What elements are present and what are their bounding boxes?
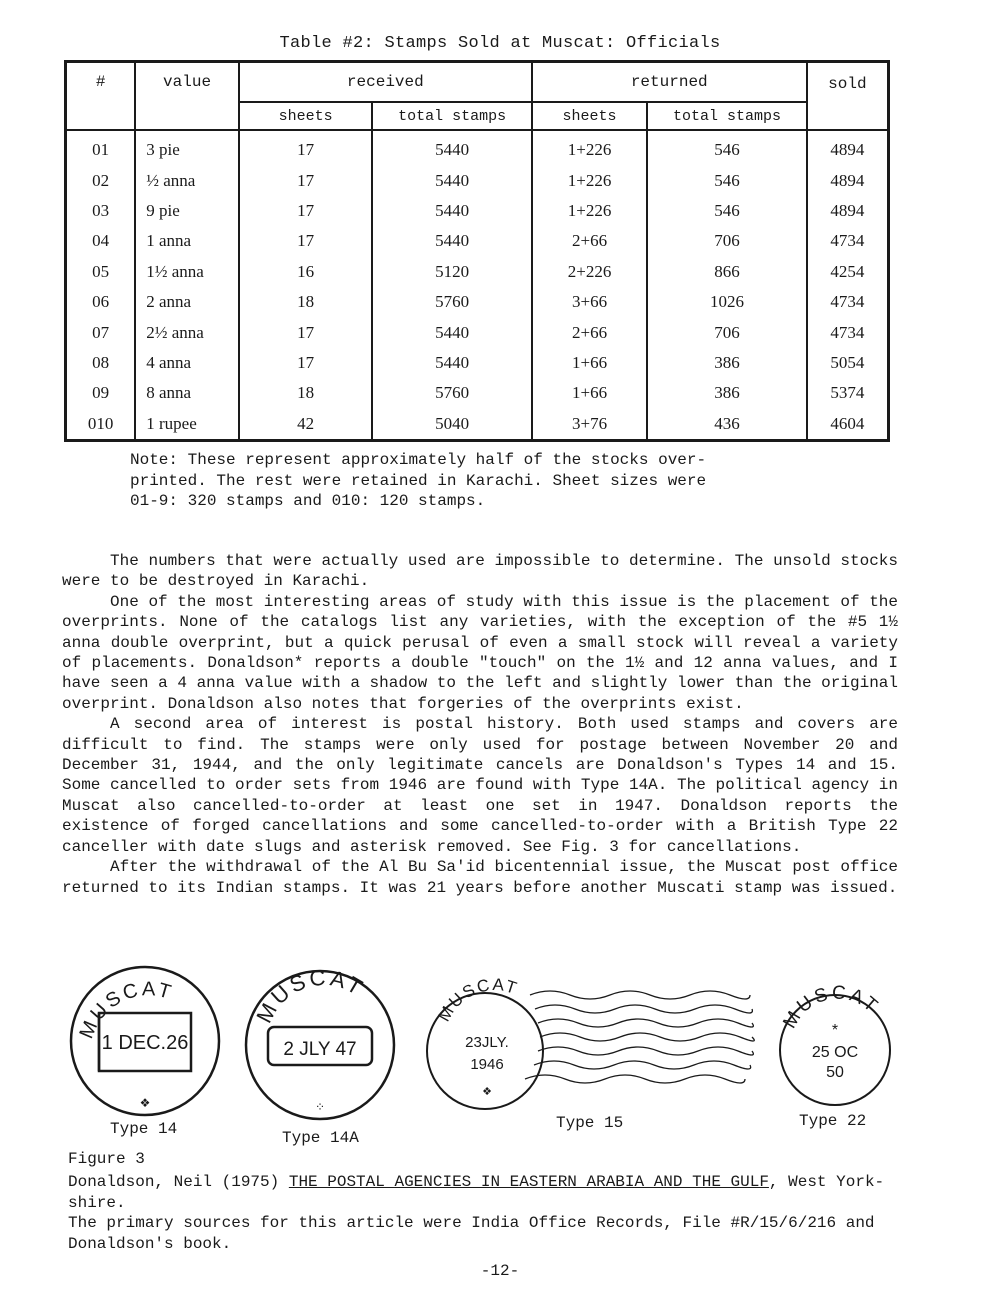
paragraph: A second area of interest is postal history. Both used stamps and covers are difficult to find. The stamps were only used for postage between November 20 and December 31, 1944, and the only legitimate cancels are Donaldson's Types 14 and 15. Some cancelled to order sets from 1946 are found with Type 14A. The political agency in Muscat also cancelled-to-order at least one set in 1947. Donaldson reports the existence of forged cancellations and some cancelled-to-order with a British Type 22 canceller with date slugs and asterisk removed. See Fig. 3 for cancellations. [62, 715, 898, 856]
header-num: # [66, 62, 136, 131]
cell-received-sheets: 18 [239, 287, 373, 317]
header-received: received [239, 62, 532, 103]
cell-returned-sheets: 1+66 [532, 348, 648, 378]
table-row [66, 409, 889, 441]
reference-author: Donaldson, Neil (1975) [68, 1173, 280, 1191]
cell-received-sheets: 42 [239, 409, 373, 441]
table-row [66, 165, 889, 195]
caption-type-14a: Type 14A [282, 1129, 359, 1147]
cell-number: 01 [66, 130, 136, 165]
table-row [66, 130, 889, 165]
cell-value: ½ anna [135, 165, 239, 195]
note-line: 01-9: 320 stamps and 010: 120 stamps. [130, 492, 486, 510]
cell-received-sheets: 17 [239, 226, 373, 256]
cell-sold: 4254 [807, 257, 889, 287]
cell-received-sheets: 18 [239, 378, 373, 408]
table-body [66, 130, 889, 440]
cell-received-total: 5440 [372, 130, 531, 165]
references [68, 1172, 900, 1254]
cell-received-sheets: 16 [239, 257, 373, 287]
cell-received-total: 5440 [372, 165, 531, 195]
cell-returned-sheets: 3+66 [532, 287, 648, 317]
caption-type-14: Type 14 [110, 1120, 178, 1138]
cell-returned-sheets: 1+226 [532, 165, 648, 195]
note-line: Note: These represent approximately half of the stocks over- [130, 451, 707, 469]
cell-value: 2½ anna [135, 317, 239, 347]
cell-received-total: 5440 [372, 196, 531, 226]
table-row [66, 196, 889, 226]
cancel-14-date: 1 DEC.26 [101, 1032, 189, 1054]
cell-returned-total: 436 [647, 409, 806, 441]
cancel-type-22 [779, 982, 890, 1105]
cell-returned-total: 706 [647, 317, 806, 347]
cell-returned-total: 546 [647, 165, 806, 195]
cell-sold: 4604 [807, 409, 889, 441]
cell-number: 010 [66, 409, 136, 441]
cell-number: 03 [66, 196, 136, 226]
table-row [66, 226, 889, 256]
cell-sold: 4894 [807, 165, 889, 195]
cell-received-total: 5040 [372, 409, 531, 441]
cell-number: 07 [66, 317, 136, 347]
cell-number: 04 [66, 226, 136, 256]
cancel-14a-ornament: ⁘ [314, 1100, 326, 1114]
cancel-14-ornament: ❖ [139, 1096, 151, 1110]
header-value: value [135, 62, 239, 131]
cell-returned-total: 386 [647, 378, 806, 408]
header-sold: sold [807, 62, 889, 131]
cell-returned-total: 546 [647, 196, 806, 226]
cell-returned-total: 386 [647, 348, 806, 378]
header-received-sheets: sheets [239, 102, 373, 130]
page-number: -12- [480, 1262, 520, 1280]
cell-sold: 4734 [807, 226, 889, 256]
reference-sources: The primary sources for this article were India Office Records, File #R/15/6/216 and Donaldson's book. [68, 1214, 875, 1253]
caption-type-15: Type 15 [556, 1114, 624, 1132]
cancel-type-14 [71, 967, 219, 1115]
table-row [66, 287, 889, 317]
paragraph: One of the most interesting areas of study with this issue is the placement of the overprints. None of the catalogs list any varieties, with the exception of the #5 1½ anna double overprint, but a quick perusal of even a small stock will reveal a variety of placements. Donaldson* reports a double "touch" on the 1½ and 12 anna values, and I have seen a 4 anna value with a shadow to the left and slightly lower than the original overprint. Donaldson also notes that forgeries of the overprints exist. [62, 592, 898, 713]
figure-label: Figure 3 [68, 1150, 145, 1168]
cell-returned-sheets: 2+226 [532, 257, 648, 287]
cell-received-sheets: 17 [239, 317, 373, 347]
reference-place: , West York-shire. [68, 1173, 885, 1212]
caption-type-22: Type 22 [799, 1112, 867, 1130]
reference-citation [68, 1172, 900, 1213]
cancel-type-14a [246, 965, 394, 1119]
cell-returned-total: 1026 [647, 287, 806, 317]
table-title: Table #2: Stamps Sold at Muscat: Officials [279, 34, 721, 53]
cell-received-total: 5440 [372, 348, 531, 378]
cancel-22-town: MUSCAT [779, 982, 884, 1033]
cell-number: 09 [66, 378, 136, 408]
cell-received-sheets: 17 [239, 348, 373, 378]
table-row [66, 257, 889, 287]
stamps-sold-table [64, 60, 890, 442]
table-row [66, 378, 889, 408]
cell-number: 06 [66, 287, 136, 317]
cell-returned-sheets: 3+76 [532, 409, 648, 441]
cancel-15-town: MUSCAT [434, 974, 521, 1025]
cell-received-total: 5440 [372, 317, 531, 347]
cancel-22-date-line2: 50 [826, 1064, 844, 1081]
cell-returned-total: 866 [647, 257, 806, 287]
cell-received-sheets: 17 [239, 165, 373, 195]
cell-value: 9 pie [135, 196, 239, 226]
cancel-22-star: * [831, 1022, 839, 1039]
cell-received-total: 5760 [372, 378, 531, 408]
cell-returned-sheets: 2+66 [532, 317, 648, 347]
cell-received-total: 5120 [372, 257, 531, 287]
header-returned-total: total stamps [647, 102, 806, 130]
cancel-14a-date: 2 JLY 47 [283, 1039, 357, 1060]
note-line: printed. The rest were retained in Karachi. Sheet sizes were [130, 471, 707, 490]
cell-value: 2 anna [135, 287, 239, 317]
cell-value: 1 anna [135, 226, 239, 256]
cell-received-sheets: 17 [239, 196, 373, 226]
cancel-22-date-line1: 25 OC [811, 1044, 859, 1061]
reference-book-title: THE POSTAL AGENCIES IN EASTERN ARABIA AND THE GULF [288, 1173, 769, 1191]
cell-value: 8 anna [135, 378, 239, 408]
cell-sold: 4734 [807, 287, 889, 317]
cell-received-total: 5440 [372, 226, 531, 256]
header-received-total: total stamps [372, 102, 531, 130]
cell-sold: 4894 [807, 196, 889, 226]
table-note [130, 450, 750, 512]
cell-sold: 4734 [807, 317, 889, 347]
cell-value: 3 pie [135, 130, 239, 165]
cell-received-total: 5760 [372, 287, 531, 317]
cell-value: 1½ anna [135, 257, 239, 287]
cell-received-sheets: 17 [239, 130, 373, 165]
paragraph: The numbers that were actually used are impossible to determine. The unsold stocks were to be destroyed in Karachi. [62, 552, 898, 591]
cell-returned-sheets: 1+226 [532, 196, 648, 226]
table-row [66, 317, 889, 347]
paragraph: After the withdrawal of the Al Bu Sa'id bicentennial issue, the Muscat post office returned to its Indian stamps. It was 21 years before another Muscati stamp was issued. [62, 858, 898, 897]
cell-number: 02 [66, 165, 136, 195]
table-row [66, 348, 889, 378]
cell-returned-sheets: 2+66 [532, 226, 648, 256]
cancel-14-town: MUSCAT [75, 978, 177, 1042]
cell-returned-sheets: 1+226 [532, 130, 648, 165]
cancel-15-ornament: ❖ [482, 1086, 492, 1098]
cell-returned-sheets: 1+66 [532, 378, 648, 408]
cell-returned-total: 706 [647, 226, 806, 256]
cell-value: 1 rupee [135, 409, 239, 441]
cancel-type-15 [427, 975, 754, 1109]
cell-number: 05 [66, 257, 136, 287]
cell-number: 08 [66, 348, 136, 378]
cancel-14a-town: MUSCAT [251, 964, 370, 1027]
cancel-15-date-line1: 23JLY. [465, 1034, 509, 1051]
header-returned: returned [532, 62, 807, 103]
cell-value: 4 anna [135, 348, 239, 378]
cancel-15-date-line2: 1946 [470, 1056, 504, 1073]
header-returned-sheets: sheets [532, 102, 648, 130]
cell-returned-total: 546 [647, 130, 806, 165]
article-body [62, 551, 898, 898]
cell-sold: 5374 [807, 378, 889, 408]
cell-sold: 4894 [807, 130, 889, 165]
cell-sold: 5054 [807, 348, 889, 378]
